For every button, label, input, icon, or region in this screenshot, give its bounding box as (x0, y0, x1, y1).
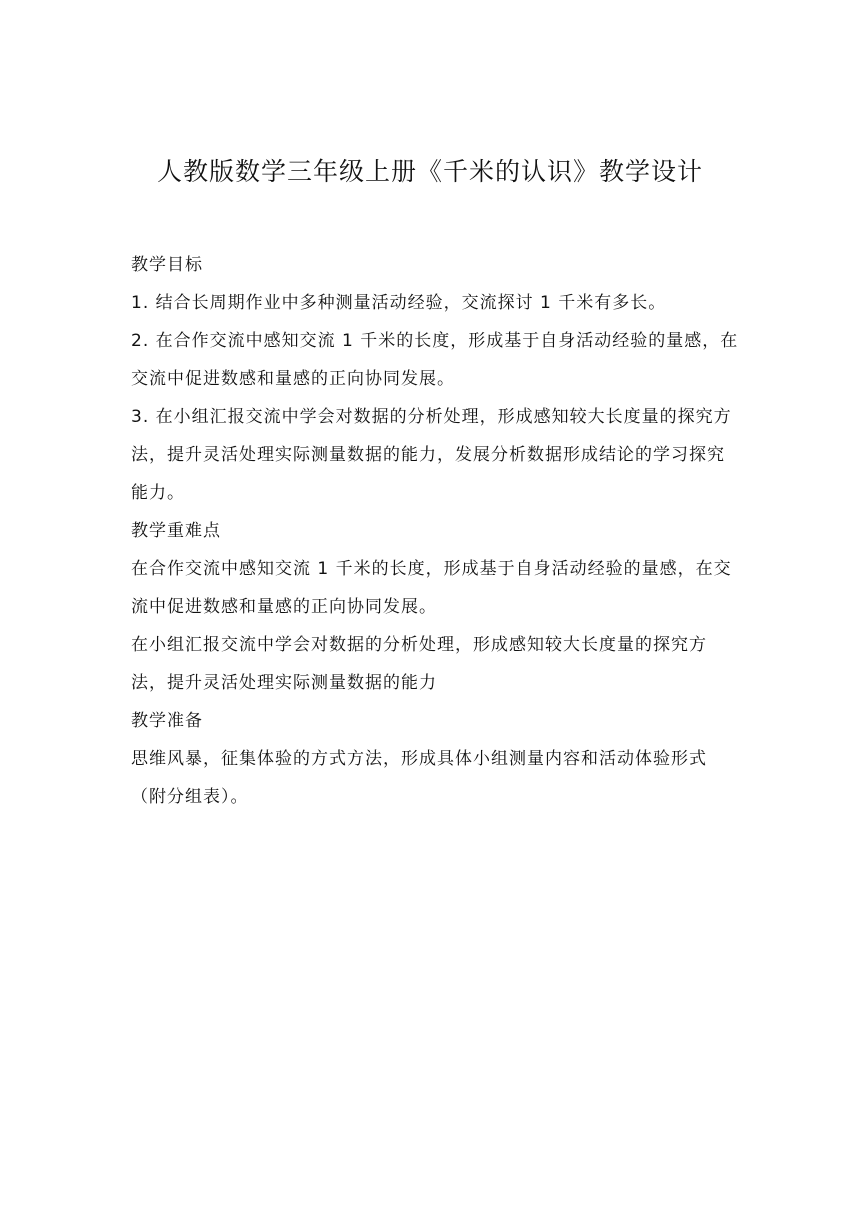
preparation-item-1: 思维风暴，征集体验的方式方法，形成具体小组测量内容和活动体验形式（附分组表）。 (131, 749, 707, 807)
document-body (131, 246, 741, 816)
objective-item-2: 2. 在合作交流中感知交流 1 千米的长度，形成基于自身活动经验的量感，在交流中促进数感和量感的正向协同发展。 (131, 331, 739, 389)
key-point-item-1: 在合作交流中感知交流 1 千米的长度，形成基于自身活动经验的量感，在交流中促进数感和量感的正向协同发展。 (131, 559, 732, 617)
section-heading-objectives: 教学目标 (131, 255, 203, 275)
key-point-item-2: 在小组汇报交流中学会对数据的分析处理，形成感知较大长度量的探究方法，提升灵活处理实际测量数据的能力 (131, 635, 707, 693)
section-heading-key-points: 教学重难点 (131, 521, 221, 541)
objective-item-1: 1. 结合长周期作业中多种测量活动经验，交流探讨 1 千米有多长。 (131, 293, 667, 313)
section-heading-preparation: 教学准备 (131, 711, 203, 731)
objective-item-3: 3. 在小组汇报交流中学会对数据的分析处理，形成感知较大长度量的探究方法，提升灵活处理实际测量数据的能力，发展分析数据形成结论的学习探究能力。 (131, 407, 732, 503)
document-title: 人教版数学三年级上册《千米的认识》教学设计 (156, 157, 703, 186)
